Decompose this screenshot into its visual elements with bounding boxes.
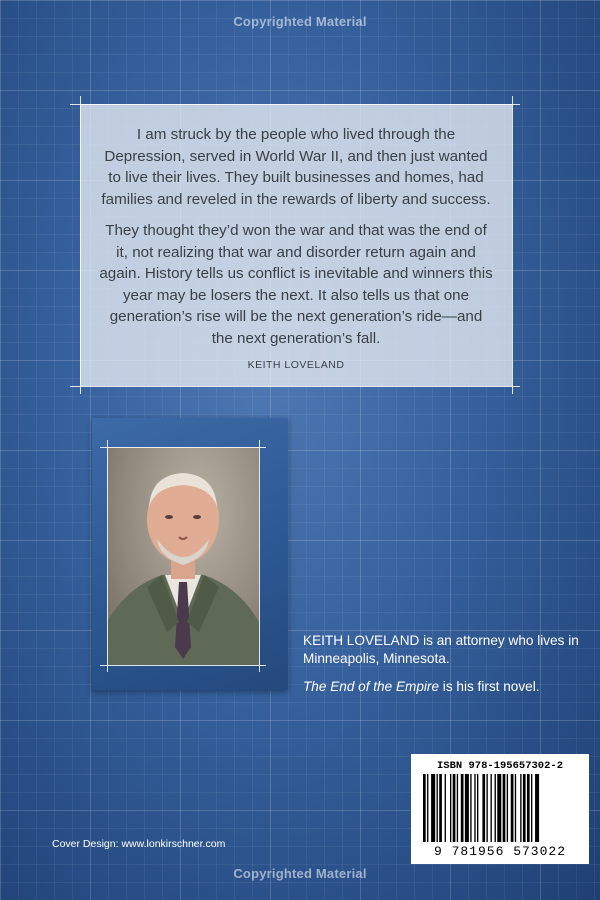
barcode-box bbox=[411, 754, 589, 864]
corner-mark bbox=[107, 440, 108, 672]
watermark-bottom: Copyrighted Material bbox=[233, 866, 367, 881]
quote-box bbox=[80, 104, 512, 386]
author-bio bbox=[303, 632, 583, 706]
corner-mark bbox=[70, 386, 520, 387]
quote-author: KEITH LOVELAND bbox=[247, 359, 345, 371]
quote-paragraph-2: They thought they’d won the war and that was the end of it, not realizing that war and disorder return again and again. History tells us conflict is inevitable and winners this year may be losers the next. It also tells us that one generation’s rise will be the next generation’s ride—and the next generation’s fall. bbox=[99, 222, 493, 347]
bio-line-1 bbox=[303, 632, 583, 668]
cover-design-credit: Cover Design: www.lonkirschner.com bbox=[52, 838, 226, 850]
corner-mark bbox=[100, 665, 266, 666]
watermark-top: Copyrighted Material bbox=[233, 14, 367, 29]
corner-mark bbox=[100, 447, 266, 448]
corner-mark bbox=[80, 96, 81, 394]
isbn-digits: 9 781956 573022 bbox=[433, 844, 567, 859]
author-photo bbox=[107, 447, 259, 665]
bio-book-title: The End of the Empire bbox=[303, 679, 440, 694]
corner-mark bbox=[512, 96, 513, 394]
bio-author-name: KEITH LOVELAND bbox=[303, 633, 420, 648]
corner-mark bbox=[70, 104, 520, 105]
bio-line-2 bbox=[303, 678, 583, 696]
quote-paragraph-1: I am struck by the people who lived through the Depression, served in World War II, and then just wanted to live their lives. They built businesses and homes, had families and reveled in the rewards of liberty and success. bbox=[101, 126, 491, 208]
bio-line-1-rest: is an attorney who lives in Minneapolis, Minnesota. bbox=[303, 633, 579, 666]
author-portrait-icon bbox=[107, 447, 259, 665]
isbn-label: ISBN 978-195657302-2 bbox=[436, 760, 564, 772]
barcode-icon bbox=[423, 774, 577, 842]
corner-mark bbox=[259, 440, 260, 672]
bio-line-2-rest: is his first novel. bbox=[439, 679, 540, 694]
